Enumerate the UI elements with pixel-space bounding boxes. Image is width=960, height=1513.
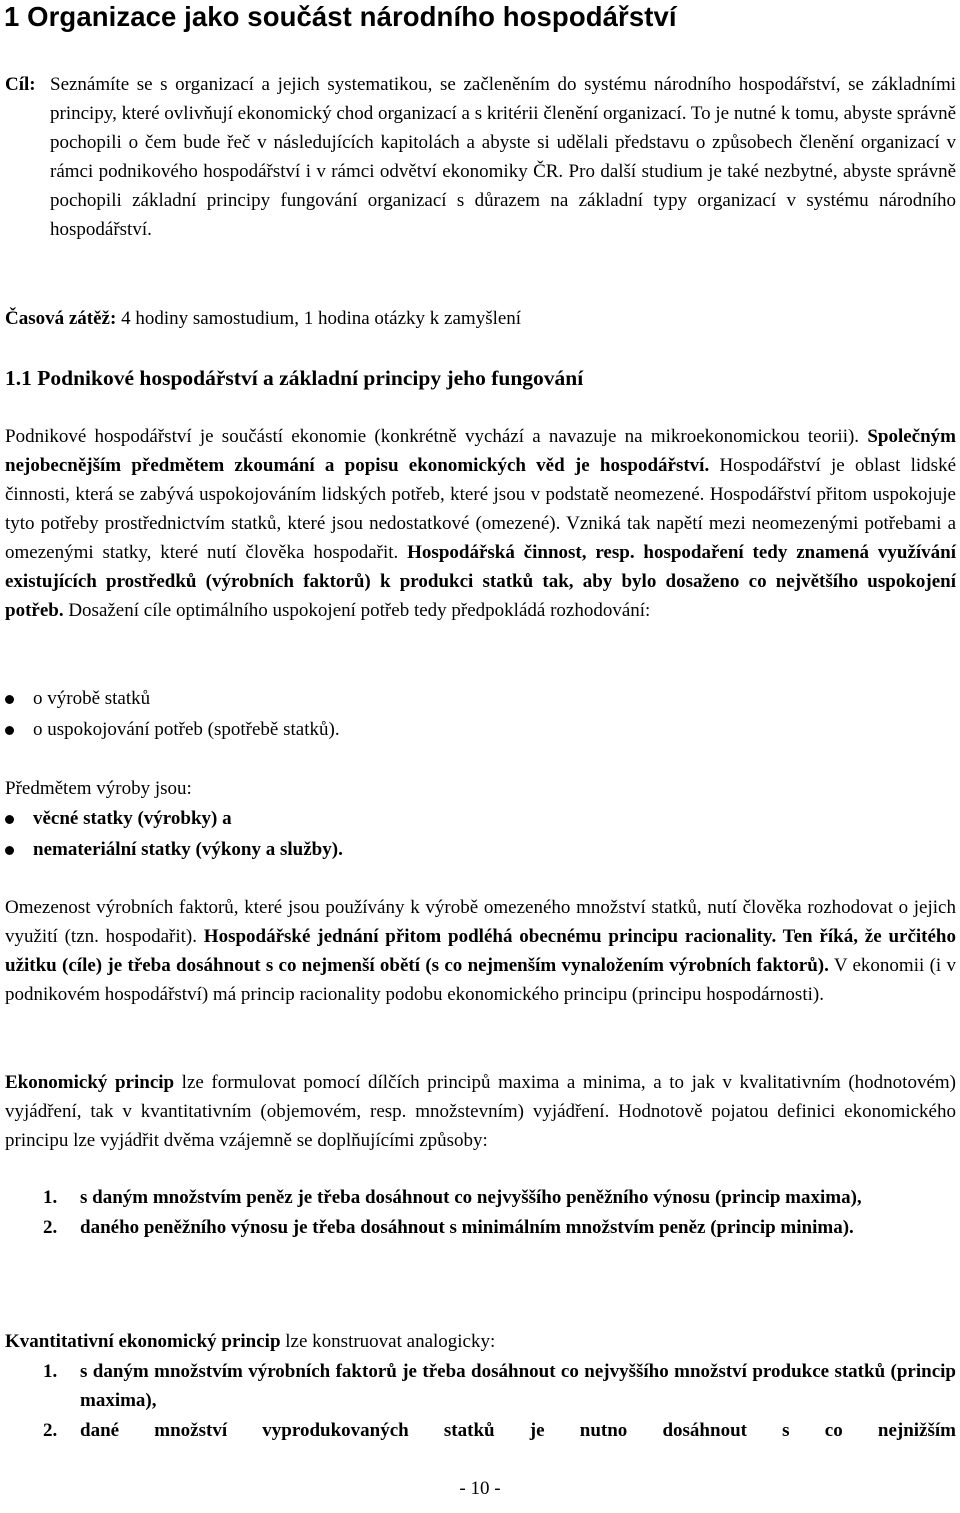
p2-text-1: Omezenost výrobních faktorů, které jsou používány k výrobě omezeného množství statků, nutí člověka rozhodovat o jejich využití (tzn. hospodařit). — [5, 897, 956, 947]
list-item-text: věcné statky (výrobky) a — [33, 808, 232, 829]
p1-bold-1: Společným nejobecnějším předmětem zkoumání a popisu ekonomických věd je hospodářství. — [5, 426, 956, 476]
p1-text-2: Hospodářství je oblast lidské činnosti, která se zabývá uspokojováním lidských potřeb, které jsou v podstatě neomezené. Hospodářství přitom uspokojuje tyto potřeby prostřednictvím statků, které jsou nedostatkové (omezené). Vzniká tak napětí mezi neomezenými potřebami a omezenými statky, které nutí člověka hospodařit. — [5, 455, 957, 563]
list-item — [5, 715, 340, 744]
goal-label: Cíl: — [5, 74, 36, 95]
time-load — [5, 304, 956, 333]
paragraph-2 — [5, 893, 956, 1009]
list-item-text: daného peněžního výnosu je třeba dosáhnout s minimálním množstvím peněz (princip minima). — [80, 1217, 854, 1238]
value-principle-list — [5, 1183, 956, 1243]
p2-bold: Hospodářské jednání přitom podléhá obecnému principu racionality. Ten říká, že určitého užitku (cíle) je třeba dosáhnout s co nejmenší obětí (s co nejmenším vynaložením výrobních faktorů). — [5, 926, 956, 976]
p3-bold: Ekonomický princip — [5, 1072, 175, 1093]
list-item-text: o výrobě statků — [33, 688, 151, 709]
kv-text: lze konstruovat analogicky: — [280, 1331, 496, 1352]
paragraph-1 — [5, 422, 956, 625]
goal-paragraph — [5, 70, 956, 244]
p2-text-2: V ekonomii (i v podnikovém hospodářství) má princip racionality podobu ekonomického principu (principu hospodárnosti). — [5, 955, 956, 1005]
list-item — [5, 1183, 956, 1212]
quantitative-principle-list — [5, 1357, 956, 1446]
paragraph-3 — [5, 1068, 956, 1155]
list-item — [5, 684, 340, 713]
p1-text-1: Podnikové hospodářství je součástí ekonomie (konkrétně vychází a navazuje na mikroekonomickou teorii). — [5, 426, 868, 447]
list-item — [5, 1416, 956, 1445]
list-item-text: s daným množstvím peněz je třeba dosáhnout co nejvyššího peněžního výnosu (princip maxima), — [80, 1187, 862, 1208]
list-item — [5, 1357, 956, 1415]
kv-bold: Kvantitativní ekonomický princip — [5, 1331, 281, 1352]
list-number: 2. — [43, 1420, 58, 1441]
time-text: 4 hodiny samostudium, 1 hodina otázky k zamyšlení — [116, 308, 522, 329]
decision-list — [5, 684, 340, 746]
production-subject-label: Předmětem výroby jsou: — [5, 778, 192, 799]
list-item — [5, 804, 343, 833]
time-label: Časová zátěž: — [5, 308, 117, 329]
list-number: 1. — [43, 1361, 58, 1382]
bullet-icon — [5, 726, 14, 735]
bullet-icon — [5, 846, 14, 855]
quantitative-principle-intro — [5, 1327, 956, 1356]
p3-text: lze formulovat pomocí dílčích principů maxima a minima, a to jak v kvalitativním (hodnotovém) vyjádření, tak v kvantitativním (objemovém, resp. množstevním) vyjádření. Hodnotově pojatou definici ekonomického principu lze vyjádřit dvěma vzájemně se doplňujícími způsoby: — [5, 1072, 956, 1151]
list-item — [5, 835, 343, 864]
page-number: - 10 - — [459, 1478, 501, 1499]
section-heading: 1.1 Podnikové hospodářství a základní principy jeho fungování — [5, 366, 584, 390]
p1-bold-2: Hospodářská činnost, resp. hospodaření tedy znamená využívání existujících prostředků (výrobních faktorů) k produkci statků tak, aby bylo dosaženo co největšího uspokojení potřeb. — [5, 542, 957, 621]
list-number: 1. — [43, 1187, 58, 1208]
bullet-icon — [5, 815, 14, 824]
goal-text: Seznámíte se s organizací a jejich systematikou, se začleněním do systému národního hospodářství, se základními principy, které ovlivňují ekonomický chod organizací a s kritérii členění organizací. To je nutné k tomu, abyste správně pochopili o čem bude řeč v následujících kapitolách a abyste si udělali představu o způsobech členění organizací v rámci podnikového hospodářství i v rámci odvětví ekonomiky ČR. Pro další studium je také nezbytné, abyste správně pochopili základní principy fungování organizací s důrazem na základní typy organizací v systému národního hospodářství. — [50, 74, 957, 240]
list-number: 2. — [43, 1217, 58, 1238]
bullet-icon — [5, 695, 14, 704]
list-item-text: o uspokojování potřeb (spotřebě statků). — [33, 719, 340, 740]
p1-text-3: Dosažení cíle optimálního uspokojení potřeb tedy předpokládá rozhodování: — [63, 600, 651, 621]
list-item-text: dané množství vyprodukovaných statků je nutno dosáhnout s co nejnižším — [80, 1420, 956, 1441]
chapter-heading: 1 Organizace jako součást národního hospodářství — [4, 1, 677, 32]
list-item-text: nemateriální statky (výkony a služby). — [33, 839, 343, 860]
list-item-text: s daným množstvím výrobních faktorů je třeba dosáhnout co nejvyššího množství produkce statků (princip maxima), — [80, 1361, 956, 1411]
goods-list — [5, 804, 343, 866]
list-item — [5, 1213, 956, 1242]
